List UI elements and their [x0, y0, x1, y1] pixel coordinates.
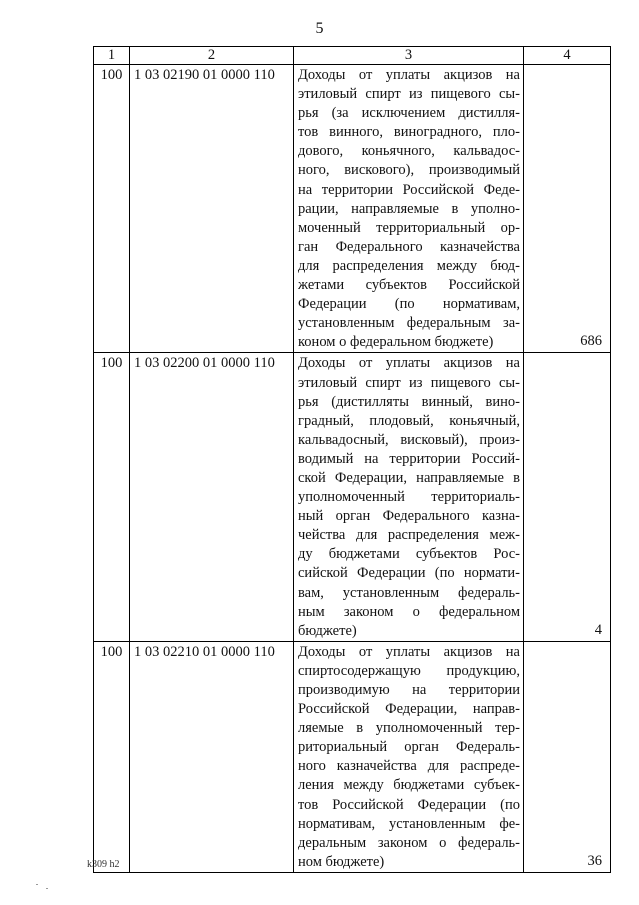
description-line: рья (дистилляты винный, вино- [298, 393, 520, 410]
description-line: Доходы от уплаты акцизов на [298, 355, 520, 372]
description-line: рья (за исключением дистилля- [298, 105, 520, 122]
description-line: ган Федерального казначейства [298, 238, 520, 255]
description-line: жетами субъектов Российской [298, 277, 520, 294]
description-line: Доходы от уплаты акцизов на [298, 643, 520, 660]
scan-speck [46, 888, 48, 889]
admin-code-cell: 100 [94, 65, 130, 353]
description-line: деральным законом о федераль- [298, 834, 520, 851]
admin-code-cell: 100 [94, 353, 130, 641]
description-line: ным законом о федеральном [298, 603, 520, 620]
amount-value: 36 [587, 852, 602, 869]
description-line: тов Российской Федерации (по [298, 796, 520, 813]
description-line: установленным федеральным за- [298, 315, 520, 332]
scan-speck [36, 884, 38, 885]
header-col-4: 4 [524, 47, 611, 65]
description-line: Российской Федерации, направ- [298, 701, 520, 718]
description-line: этиловый спирт из пищевого сы- [298, 86, 520, 103]
description-line: ления между бюджетами субъек- [298, 777, 520, 794]
description-line: риториальный орган Федераль- [298, 739, 520, 756]
description-line: ской Федерации, направляемые в [298, 469, 520, 486]
description-line: чейства для распределения меж- [298, 527, 520, 544]
table-row [94, 353, 611, 641]
description-cell [294, 353, 524, 641]
admin-code-cell: 100 [94, 641, 130, 872]
amount-cell [524, 641, 611, 872]
page-number: 5 [315, 20, 324, 37]
description-line: на территории Российской Феде- [298, 181, 520, 198]
header-col-1: 1 [94, 47, 130, 65]
description-line: спиртосодержащую продукцию, [298, 662, 520, 679]
description-line: ного, вискового), производимый [298, 162, 520, 179]
table-header-row [94, 47, 611, 65]
description-line: Доходы от уплаты акцизов на [298, 67, 520, 83]
description-line: сийской Федерации (по нормати- [298, 565, 520, 582]
description-line: бюджете) [298, 622, 357, 639]
description-cell [294, 641, 524, 872]
description-line: градный, плодовый, коньячный, [298, 412, 520, 429]
description-line: кальвадосный, висковый), произ- [298, 431, 520, 448]
description-line: рации, направляемые в уполно- [298, 200, 520, 217]
description-line: водимый на территории Россий- [298, 450, 520, 467]
header-col-3: 3 [294, 47, 524, 65]
amount-cell [524, 353, 611, 641]
amount-cell [524, 65, 611, 353]
description-line: ном бюджете) [298, 853, 385, 870]
description-line: моченный территориальный ор- [298, 219, 520, 236]
description-line: вам, установленным федераль- [298, 584, 520, 601]
budget-code-cell: 1 03 02200 01 0000 110 [130, 353, 294, 641]
amount-value: 686 [580, 333, 602, 350]
table-row [94, 65, 611, 353]
description-line: нормативам, установленным фе- [298, 815, 520, 832]
amount-value: 4 [594, 621, 602, 638]
description-line: ду бюджетами субъектов Рос- [298, 546, 520, 563]
table-row [94, 641, 611, 872]
footer-code: k309 h2 [87, 859, 120, 870]
description-line: этиловый спирт из пищевого сы- [298, 374, 520, 391]
header-col-2: 2 [130, 47, 294, 65]
description-line: уполномоченный территориаль- [298, 489, 520, 506]
budget-code-cell: 1 03 02190 01 0000 110 [130, 65, 294, 353]
description-line: производимую на территории [298, 682, 520, 698]
description-line: дового, коньячного, кальвадос- [298, 143, 520, 160]
description-line: для распределения между бюд- [298, 257, 520, 274]
budget-code-cell: 1 03 02210 01 0000 110 [130, 641, 294, 872]
revenue-table [93, 46, 611, 873]
description-line: ный орган Федерального казна- [298, 508, 520, 525]
description-line: коном о федеральном бюджете) [298, 334, 494, 351]
description-cell [294, 65, 524, 353]
description-line: тов винного, виноградного, пло- [298, 124, 520, 141]
description-line: ного казначейства для распреде- [298, 758, 520, 775]
description-line: ляемые в уполномоченный тер- [298, 720, 520, 737]
description-line: Федерации (по нормативам, [298, 296, 520, 313]
